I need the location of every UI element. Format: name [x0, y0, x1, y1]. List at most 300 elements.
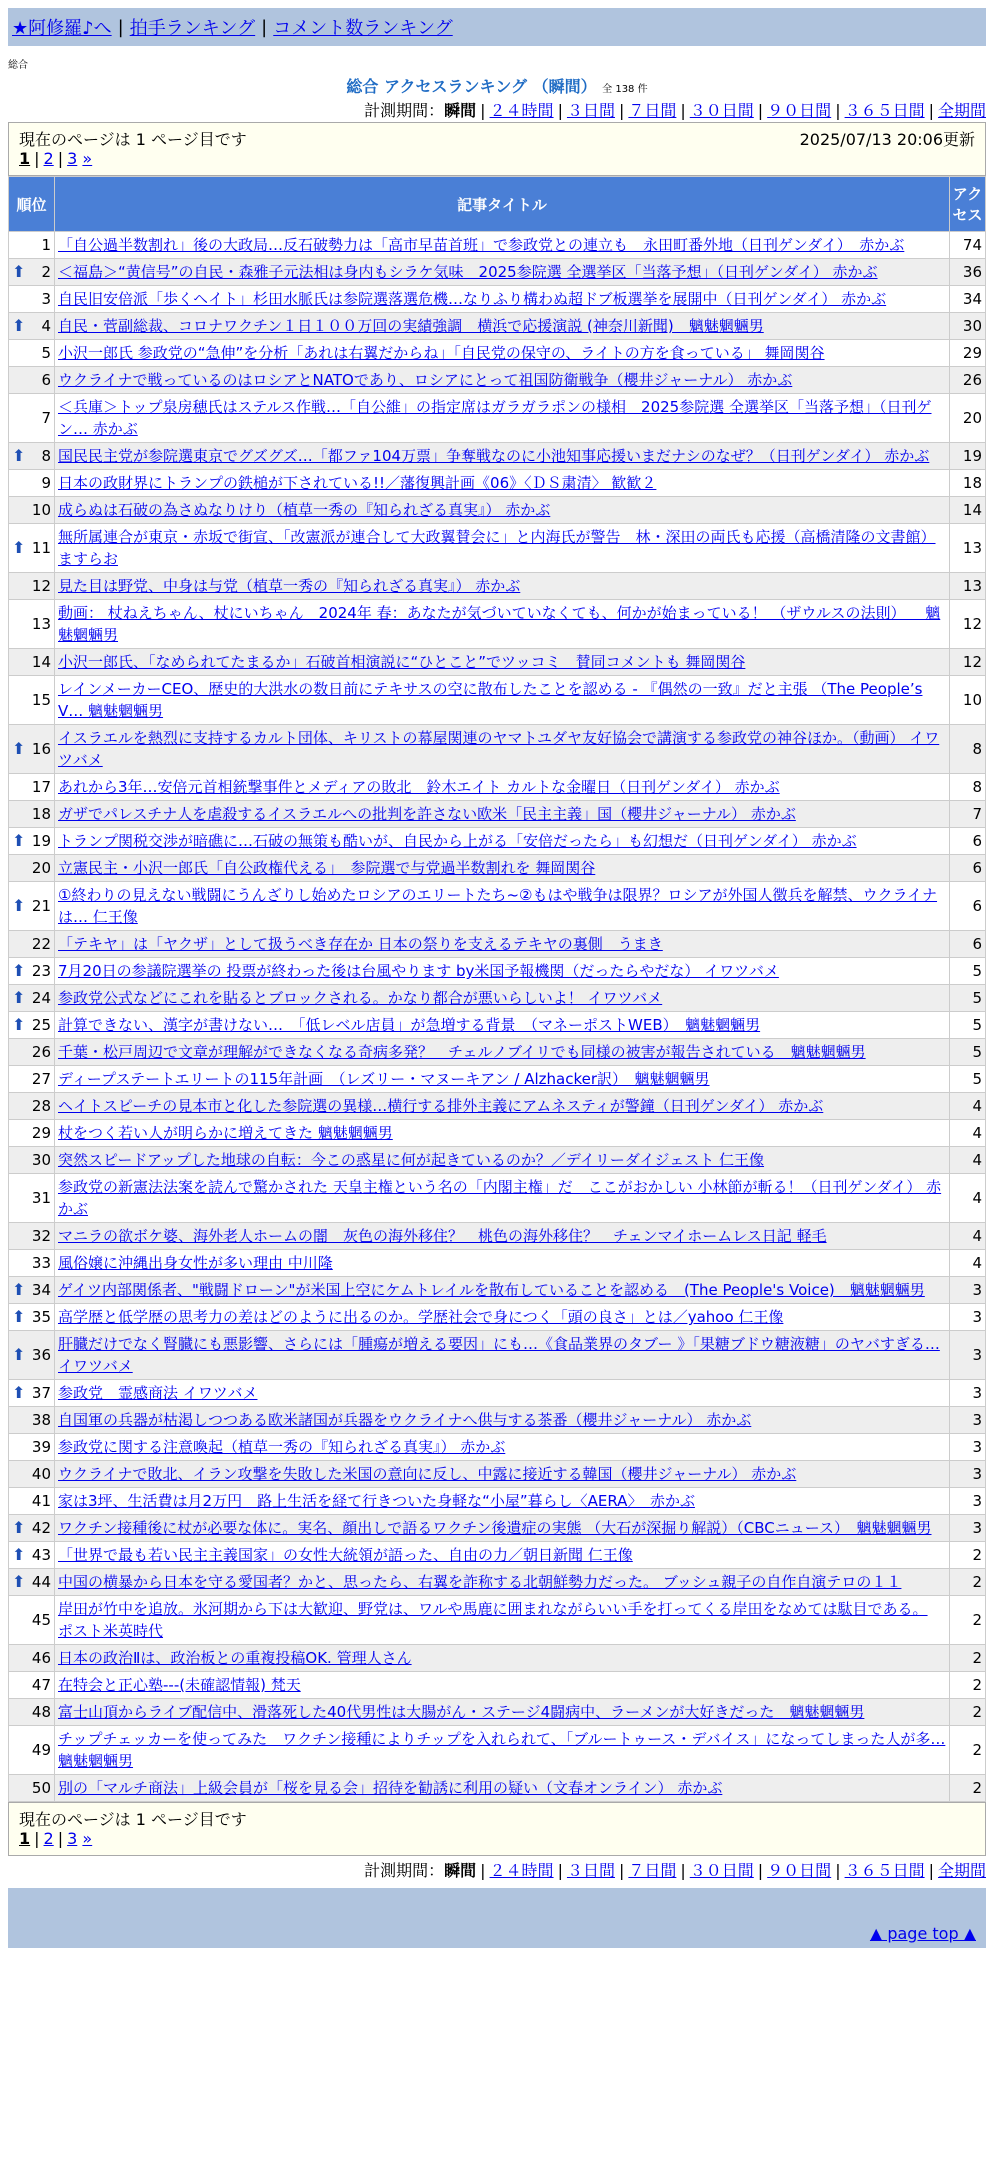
rank-up-arrow-icon: ⬆: [12, 961, 26, 980]
rank-up-arrow-icon: ⬆: [12, 1015, 26, 1034]
rank-up-arrow-icon: ⬆: [12, 1518, 26, 1537]
article-link[interactable]: 参政党の新憲法法案を読んで驚かされた 天皇主権という名の「内閣主権」だ ここがおかしい 小林節が斬る！（日刊ゲンダイ） 赤かぶ: [58, 1178, 942, 1218]
rank-cell: [9, 443, 55, 470]
article-link[interactable]: 突然スピードアップした地球の自転：今この惑星に何が起きているのか？／デイリーダイジェスト 仁王像: [58, 1151, 765, 1169]
title-cell: [55, 1515, 950, 1542]
title-cell: [55, 1542, 950, 1569]
rank-cell: [9, 1120, 55, 1147]
access-count: 2: [950, 1672, 986, 1699]
article-link[interactable]: ゲイツ内部関係者、"戦闘ドローン"が米国上空にケムトレイルを散布していることを認める (The People's Voice) 魑魅魍魎男: [58, 1281, 925, 1299]
access-count: 19: [950, 443, 986, 470]
period-separator: |: [680, 101, 686, 120]
rank-number: 47: [31, 1676, 51, 1694]
rank-number: 30: [31, 1151, 51, 1169]
title-cell: [55, 985, 950, 1012]
comment-ranking-link[interactable]: コメント数ランキング: [273, 18, 453, 39]
rank-number: 33: [31, 1254, 51, 1272]
rank-number: 31: [31, 1189, 51, 1207]
article-link[interactable]: トランプ関税交渉が暗礁に…石破の無策も酷いが、自民から上がる「安倍だったら」も幻想だ（日刊ゲンダイ） 赤かぶ: [58, 832, 857, 850]
article-link[interactable]: イスラエルを熱烈に支持するカルト団体、キリストの幕屋関連のヤマトユダヤ友好協会で講演する参政党の神谷ほか。（動画） イワツバメ: [58, 729, 940, 769]
page-link[interactable]: 3: [67, 1829, 78, 1848]
access-count: 3: [950, 1434, 986, 1461]
article-link[interactable]: 小沢一郎氏、「なめられてたまるか」石破首相演説に“ひとこと”でツッコミ 賛同コメントも 舞岡関谷: [58, 653, 746, 671]
article-link[interactable]: 家は3坪、生活費は月2万円 路上生活を経て行きついた身軽な“小屋”暮らし〈AERA〉 赤かぶ: [58, 1492, 695, 1510]
pager-bottom: [8, 1802, 986, 1856]
period-option[interactable]: ３０日間: [689, 101, 754, 120]
article-link[interactable]: 肝臓だけでなく腎臓にも悪影響、さらには「腫瘍が増える要因」にも…《食品業界のタブー 》「果糖ブドウ糖液糖」のヤバすぎる… イワツバメ: [58, 1335, 940, 1375]
ranking-title: 総合 アクセスランキング （瞬間）: [346, 77, 597, 96]
article-link[interactable]: 富士山頂からライブ配信中、滑落死した40代男性は大腸がん・ステージ4闘病中、ラーメンが大好きだった 魑魅魍魎男: [58, 1703, 865, 1721]
article-link[interactable]: ワクチン接種後に杖が必要な体に。実名、顔出しで語るワクチン後遺症の実態 （大石が深掘り解説）（CBCニュース） 魑魅魍魎男: [58, 1519, 932, 1537]
rank-cell: [9, 855, 55, 882]
period-option[interactable]: ９０日間: [767, 1861, 832, 1880]
rank-cell: [9, 470, 55, 497]
table-row: [9, 1596, 986, 1645]
access-count: 8: [950, 725, 986, 774]
article-link[interactable]: ①終わりの見えない戦闘にうんざりし始めたロシアのエリートたち~②もはや戦争は限界？ロシアが外国人徴兵を解禁、ウクライナは… 仁王像: [58, 886, 938, 926]
nav-separator: |: [117, 16, 124, 38]
nav-separator: |: [261, 16, 268, 38]
rank-number: 41: [31, 1492, 51, 1510]
table-row: [9, 259, 986, 286]
access-count: 4: [950, 1120, 986, 1147]
footer-bar: [8, 1888, 986, 1918]
access-count: 34: [950, 286, 986, 313]
ranking-table: [8, 176, 986, 1802]
access-count: 4: [950, 1147, 986, 1174]
title-cell: [55, 1461, 950, 1488]
title-cell: [55, 313, 950, 340]
title-cell: [55, 931, 950, 958]
period-option[interactable]: ２４時間: [489, 101, 554, 120]
access-count: 29: [950, 340, 986, 367]
rank-number: 14: [31, 653, 51, 671]
period-option[interactable]: 全期間: [937, 1861, 986, 1880]
rank-number: 34: [31, 1281, 51, 1299]
title-cell: [55, 1672, 950, 1699]
table-row: [9, 340, 986, 367]
page-links: [19, 149, 975, 171]
period-selector-bottom: [8, 1858, 986, 1882]
page-separator: |: [34, 149, 40, 168]
article-link[interactable]: ウクライナで敗北、イラン攻撃を失敗した米国の意向に反し、中露に接近する韓国（櫻井ジャーナル） 赤かぶ: [58, 1465, 797, 1483]
access-count: 14: [950, 497, 986, 524]
table-row: [9, 1726, 986, 1775]
category-label: 総合: [8, 60, 28, 71]
table-row: [9, 725, 986, 774]
article-link[interactable]: 千葉・松戸周辺で文章が理解ができなくなる奇病多発？ チェルノブイリでも同様の被害が報告されている 魑魅魍魎男: [58, 1043, 866, 1061]
table-row: [9, 232, 986, 259]
home-link[interactable]: ★阿修羅♪へ: [12, 18, 112, 39]
access-count: 3: [950, 1488, 986, 1515]
table-row: [9, 774, 986, 801]
article-link[interactable]: ガザでパレスチナ人を虐殺するイスラエルへの批判を許さない欧米「民主主義」国（櫻井ジャーナル） 赤かぶ: [58, 805, 796, 823]
rank-cell: [9, 1434, 55, 1461]
article-link[interactable]: 「自公過半数割れ」後の大政局…反石破勢力は「高市早苗首班」で参政党との連立も 永田町番外地（日刊ゲンダイ） 赤かぶ: [58, 236, 905, 254]
rank-number: 36: [31, 1346, 51, 1364]
rank-number: 39: [31, 1438, 51, 1456]
access-count: 4: [950, 1223, 986, 1250]
title-cell: [55, 573, 950, 600]
title-cell: [55, 725, 950, 774]
title-cell: [55, 676, 950, 725]
current-page-number: 1: [19, 1829, 31, 1848]
table-row: [9, 313, 986, 340]
article-link[interactable]: 参政党 霊感商法 イワツバメ: [58, 1384, 258, 1402]
article-link[interactable]: 無所属連合が東京・赤坂で街宣、「改憲派が連合して大政翼賛会に」と内海氏が警告 林・深田の両氏も応援（高橋清隆の文書館） ますらお: [58, 528, 936, 568]
rank-cell: [9, 1331, 55, 1380]
rank-cell: [9, 367, 55, 394]
article-link[interactable]: 中国の横暴から日本を守る愛国者？かと、思ったら、右翼を詐称する北朝鮮勢力だった。 ブッシュ親子の自作自演テロの１１: [58, 1573, 902, 1591]
period-option[interactable]: ３６５日間: [844, 1861, 925, 1880]
period-separator: |: [557, 101, 563, 120]
access-count: 4: [950, 1174, 986, 1223]
rank-number: 3: [41, 290, 51, 308]
period-option[interactable]: ３０日間: [689, 1861, 754, 1880]
article-link[interactable]: ＜福島＞“黄信号”の自民・森雅子元法相は身内もシラケ気味 2025参院選 全選挙区「当落予想」（日刊ゲンダイ） 赤かぶ: [58, 263, 878, 281]
title-cell: [55, 958, 950, 985]
period-label: 計測期間：: [364, 1861, 445, 1880]
access-count: 5: [950, 958, 986, 985]
rank-cell: [9, 1223, 55, 1250]
access-count: 36: [950, 259, 986, 286]
period-option[interactable]: ２４時間: [489, 1861, 554, 1880]
rank-up-arrow-icon: ⬆: [12, 316, 26, 335]
article-link[interactable]: 日本の政財界にトランプの鉄槌が下されている!!／藩復興計画《06》〈ＤＳ粛清〉 歓歓２: [58, 474, 657, 492]
table-row: [9, 855, 986, 882]
rank-cell: [9, 497, 55, 524]
rank-up-arrow-icon: ⬆: [12, 831, 26, 850]
access-count: 3: [950, 1461, 986, 1488]
access-count: 6: [950, 882, 986, 931]
title-cell: [55, 1174, 950, 1223]
article-link[interactable]: 小沢一郎氏 参政党の“急伸”を分析「あれは右翼だからね」「自民党の保守の、ライトの方を食っている」 舞岡関谷: [58, 344, 825, 362]
rank-cell: [9, 313, 55, 340]
table-row: [9, 1331, 986, 1380]
rank-cell: [9, 286, 55, 313]
article-link[interactable]: 日本の政治Ⅱは、政治板との重複投稿OK. 管理人さん: [58, 1649, 412, 1667]
rank-up-arrow-icon: ⬆: [12, 896, 26, 915]
access-count: 7: [950, 801, 986, 828]
rank-number: 22: [31, 935, 51, 953]
article-link[interactable]: 在特会と正心塾---(未確認情報) 梵天: [58, 1676, 301, 1694]
article-link[interactable]: 立憲民主・小沢一郎氏「自公政権代える」 参院選で与党過半数割れを 舞岡関谷: [58, 859, 596, 877]
rank-number: 7: [41, 409, 51, 427]
table-row: [9, 1012, 986, 1039]
title-cell: [55, 649, 950, 676]
period-separator: |: [757, 101, 764, 120]
page-link[interactable]: 2: [43, 1829, 54, 1848]
current-page-text: 現在のページは 1 ページ目です: [19, 1810, 247, 1829]
page-link[interactable]: 3: [67, 149, 78, 168]
rank-cell: [9, 1093, 55, 1120]
next-page-link[interactable]: »: [82, 149, 93, 168]
rank-up-arrow-icon: ⬆: [12, 262, 26, 281]
title-cell: [55, 1120, 950, 1147]
page-separator: |: [34, 1829, 40, 1848]
rank-cell: [9, 1407, 55, 1434]
rank-number: 6: [41, 371, 51, 389]
rank-up-arrow-icon: ⬆: [12, 1383, 26, 1402]
access-count: 2: [950, 1569, 986, 1596]
table-row: [9, 1488, 986, 1515]
title-cell: [55, 367, 950, 394]
article-link[interactable]: 「テキヤ」は「ヤクザ」として扱うべき存在か 日本の祭りを支えるテキヤの裏側 うまき: [58, 935, 663, 953]
rank-cell: [9, 958, 55, 985]
title-cell: [55, 443, 950, 470]
access-count: 2: [950, 1596, 986, 1645]
rank-number: 2: [41, 263, 51, 281]
access-count: 12: [950, 649, 986, 676]
rank-cell: [9, 1012, 55, 1039]
table-row: [9, 1775, 986, 1802]
rank-number: 11: [31, 539, 51, 557]
article-link[interactable]: 自国軍の兵器が枯渇しつつある欧米諸国が兵器をウクライナへ供与する茶番（櫻井ジャーナル） 赤かぶ: [58, 1411, 752, 1429]
article-link[interactable]: 動画： 杖ねえちゃん、杖にいちゃん 2024年 春：あなたが気づいていなくても、何かが始まっている！ （ザウルスの法則） 魑魅魍魎男: [58, 604, 941, 644]
article-link[interactable]: 7月20日の参議院選挙の 投票が終わった後は台風やります by米国予報機関（だったらやだな） イワツバメ: [58, 962, 779, 980]
article-link[interactable]: 風俗嬢に沖縄出身女性が多い理由 中川隆: [58, 1254, 333, 1272]
article-link[interactable]: チップチェッカーを使ってみた ワクチン接種によりチップを入れられて、「ブルートゥース・デバイス」になってしまった人が多… 魑魅魍魎男: [58, 1730, 946, 1770]
period-option[interactable]: ７日間: [628, 1861, 677, 1880]
table-row: [9, 1407, 986, 1434]
table-row: [9, 1120, 986, 1147]
rank-number: 38: [31, 1411, 51, 1429]
title-cell: [55, 497, 950, 524]
access-count: 4: [950, 1250, 986, 1277]
rank-cell: [9, 1726, 55, 1775]
rank-number: 50: [31, 1779, 51, 1797]
article-link[interactable]: 杖をつく若い人が明らかに増えてきた 魑魅魍魎男: [58, 1124, 393, 1142]
access-count: 26: [950, 367, 986, 394]
article-link[interactable]: 成らぬは石破の為さぬなりけり（植草一秀の『知られざる真実』） 赤かぶ: [58, 501, 551, 519]
top-nav: [8, 8, 986, 46]
page-link[interactable]: 2: [43, 149, 54, 168]
article-link[interactable]: ヘイトスピーチの見本市と化した参院選の異様…横行する排外主義にアムネスティが警鐘（日刊ゲンダイ） 赤かぶ: [58, 1097, 824, 1115]
article-link[interactable]: あれから3年…安倍元首相銃撃事件とメディアの敗北 鈴木エイト カルトな金曜日（日刊ゲンダイ） 赤かぶ: [58, 778, 780, 796]
table-row: [9, 1434, 986, 1461]
table-row: [9, 573, 986, 600]
rank-cell: [9, 774, 55, 801]
rank-number: 8: [41, 447, 51, 465]
title-cell: [55, 340, 950, 367]
rank-number: 23: [31, 962, 51, 980]
rank-cell: [9, 1277, 55, 1304]
rank-cell: [9, 1380, 55, 1407]
period-separator: |: [757, 1861, 764, 1880]
access-count: 6: [950, 931, 986, 958]
rank-number: 29: [31, 1124, 51, 1142]
next-page-link[interactable]: »: [82, 1829, 93, 1848]
title-cell: [55, 1304, 950, 1331]
rank-number: 12: [31, 577, 51, 595]
period-separator: |: [928, 1861, 934, 1880]
page-top-link[interactable]: ▲ page top ▲: [869, 1923, 976, 1943]
title-cell: [55, 1775, 950, 1802]
rank-cell: [9, 801, 55, 828]
rank-cell: [9, 1174, 55, 1223]
title-cell: [55, 470, 950, 497]
table-row: [9, 1699, 986, 1726]
rank-cell: [9, 725, 55, 774]
rank-cell: [9, 1699, 55, 1726]
table-row: [9, 443, 986, 470]
article-link[interactable]: マニラの欲ボケ婆、海外老人ホームの闇 灰色の海外移住？ 桃色の海外移住？ チェンマイホームレス日記 軽毛: [58, 1227, 827, 1245]
rank-cell: [9, 232, 55, 259]
access-count: 13: [950, 573, 986, 600]
rank-cell: [9, 828, 55, 855]
rank-number: 27: [31, 1070, 51, 1088]
rank-number: 49: [31, 1741, 51, 1759]
rank-up-arrow-icon: ⬆: [12, 988, 26, 1007]
rank-cell: [9, 1515, 55, 1542]
access-count: 5: [950, 1012, 986, 1039]
rank-number: 9: [41, 474, 51, 492]
access-count: 74: [950, 232, 986, 259]
period-option[interactable]: ３日間: [566, 1861, 615, 1880]
title-cell: [55, 1569, 950, 1596]
access-count: 30: [950, 313, 986, 340]
rank-number: 25: [31, 1016, 51, 1034]
title-cell: [55, 1407, 950, 1434]
period-selector-top: [8, 98, 986, 122]
access-count: 5: [950, 985, 986, 1012]
access-count: 3: [950, 1380, 986, 1407]
ranking-heading: [0, 74, 994, 96]
article-link[interactable]: 「世界で最も若い民主主義国家」の女性大統領が語った、自由の力／朝日新聞 仁王像: [58, 1546, 633, 1564]
period-separator: |: [835, 1861, 841, 1880]
table-row: [9, 1250, 986, 1277]
rank-cell: [9, 1645, 55, 1672]
article-link[interactable]: ＜兵庫＞トップ泉房穂氏はステルス作戦…「自公維」の指定席はガラガラポンの様相 2025参院選 全選挙区「当落予想」（日刊ゲン… 赤かぶ: [58, 398, 932, 438]
access-count: 2: [950, 1775, 986, 1802]
rank-cell: [9, 1488, 55, 1515]
article-link[interactable]: 自民旧安倍派「歩くヘイト」杉田水脈氏は参院選落選危機…なりふり構わぬ超ドブ板選挙を展開中（日刊ゲンダイ） 赤かぶ: [58, 290, 887, 308]
rank-cell: [9, 394, 55, 443]
period-separator: |: [618, 1861, 625, 1880]
page-separator: |: [57, 149, 64, 168]
rank-cell: [9, 1304, 55, 1331]
period-separator: |: [557, 1861, 563, 1880]
rank-cell: [9, 882, 55, 931]
access-header: アクセス: [950, 177, 986, 232]
table-row: [9, 931, 986, 958]
title-cell: [55, 1488, 950, 1515]
article-link[interactable]: 参政党公式などにこれを貼るとブロックされる。かなり都合が悪いらしいよ！ イワツバメ: [58, 989, 663, 1007]
rank-cell: [9, 1250, 55, 1277]
rank-cell: [9, 600, 55, 649]
title-cell: [55, 600, 950, 649]
table-row: [9, 1304, 986, 1331]
rank-up-arrow-icon: ⬆: [12, 1307, 26, 1326]
rank-cell: [9, 1569, 55, 1596]
table-row: [9, 828, 986, 855]
article-link[interactable]: ウクライナで戦っているのはロシアとNATOであり、ロシアにとって祖国防衛戦争（櫻井ジャーナル） 赤かぶ: [58, 371, 793, 389]
article-link[interactable]: 別の「マルチ商法」上級会員が「桜を見る会」招待を勧誘に利用の疑い（文春オンライン） 赤かぶ: [58, 1779, 723, 1797]
rank-cell: [9, 1066, 55, 1093]
table-row: [9, 1174, 986, 1223]
rank-number: 32: [31, 1227, 51, 1245]
access-count: 6: [950, 828, 986, 855]
period-separator: |: [480, 1861, 486, 1880]
title-cell: [55, 1726, 950, 1775]
title-cell: [55, 394, 950, 443]
access-count: 6: [950, 855, 986, 882]
table-row: [9, 1569, 986, 1596]
item-count: 全 138 件: [602, 84, 648, 95]
article-link[interactable]: 計算できない、漢字が書けない… 「低レベル店員」が急増する背景 （マネーポストWEB） 魑魅魍魎男: [58, 1016, 761, 1034]
title-cell: [55, 524, 950, 573]
article-link[interactable]: 高学歴と低学歴の思考力の差はどのように出るのか。学歴社会で身につく「頭の良さ」とは／yahoo 仁王像: [58, 1308, 784, 1326]
rank-number: 24: [31, 989, 51, 1007]
article-link[interactable]: 岸田が竹中を追放。氷河期から下は大歓迎、野党は、ワルや馬鹿に囲まれながらいい手を打ってくる岸田をなめては駄目である。 ポスト米英時代: [58, 1600, 928, 1640]
article-link[interactable]: 参政党に関する注意喚起（植草一秀の『知られざる真実』） 赤かぶ: [58, 1438, 506, 1456]
table-row: [9, 470, 986, 497]
rank-number: 4: [41, 317, 51, 335]
table-row: [9, 985, 986, 1012]
article-link[interactable]: ディープステートエリートの115年計画 （レズリー・マヌーキアン / Alzhacker訳） 魑魅魍魎男: [58, 1070, 710, 1088]
rank-up-arrow-icon: ⬆: [12, 1345, 26, 1364]
rank-number: 40: [31, 1465, 51, 1483]
period-option[interactable]: ７日間: [628, 101, 677, 120]
title-cell: [55, 1250, 950, 1277]
period-option[interactable]: ３日間: [566, 101, 615, 120]
title-cell: [55, 1645, 950, 1672]
rank-number: 17: [31, 778, 51, 796]
title-cell: [55, 1331, 950, 1380]
table-row: [9, 1542, 986, 1569]
rank-number: 10: [31, 501, 51, 519]
rank-number: 19: [31, 832, 51, 850]
updated-time: 2025/07/13 20:06更新: [799, 130, 975, 149]
article-link[interactable]: 自民・菅副総裁、コロナワクチン１日１００万回の実績強調 横浜で応援演説 (神奈川新聞) 魑魅魍魎男: [58, 317, 764, 335]
pager-top: [8, 122, 986, 176]
access-count: 12: [950, 600, 986, 649]
rank-cell: [9, 1461, 55, 1488]
rank-cell: [9, 1672, 55, 1699]
access-count: 4: [950, 1093, 986, 1120]
rank-up-arrow-icon: ⬆: [12, 1545, 26, 1564]
access-count: 20: [950, 394, 986, 443]
rank-number: 43: [31, 1546, 51, 1564]
rank-number: 48: [31, 1703, 51, 1721]
article-link[interactable]: レインメーカーCEO、歴史的大洪水の数日前にテキサスの空に散布したことを認める - 『偶然の一致』だと主張 （The People’s V… 魑魅魍魎男: [58, 680, 923, 720]
period-option[interactable]: 全期間: [937, 101, 986, 120]
current-page-text: 現在のページは 1 ページ目です: [19, 130, 247, 149]
current-page-number: 1: [19, 149, 31, 168]
period-option[interactable]: ９０日間: [767, 101, 832, 120]
rank-number: 45: [31, 1611, 51, 1629]
article-link[interactable]: 国民民主党が参院選東京でグズグズ…「都ファ104万票」争奪戦なのに小池知事応援いまだナシのなぜ？（日刊ゲンダイ） 赤かぶ: [58, 447, 930, 465]
page-separator: |: [57, 1829, 64, 1848]
access-count: 2: [950, 1542, 986, 1569]
period-separator: |: [680, 1861, 686, 1880]
title-cell: [55, 828, 950, 855]
rank-cell: [9, 676, 55, 725]
period-option[interactable]: ３６５日間: [844, 101, 925, 120]
rank-number: 20: [31, 859, 51, 877]
period-label: 計測期間：: [364, 101, 445, 120]
title-cell: [55, 855, 950, 882]
title-cell: [55, 1147, 950, 1174]
article-link[interactable]: 見た目は野党、中身は与党（植草一秀の『知られざる真実』） 赤かぶ: [58, 577, 521, 595]
rank-cell: [9, 340, 55, 367]
rank-cell: [9, 1775, 55, 1802]
table-row: [9, 801, 986, 828]
rank-number: 42: [31, 1519, 51, 1537]
title-cell: [55, 1596, 950, 1645]
applause-ranking-link[interactable]: 拍手ランキング: [129, 18, 256, 39]
rank-number: 15: [31, 691, 51, 709]
